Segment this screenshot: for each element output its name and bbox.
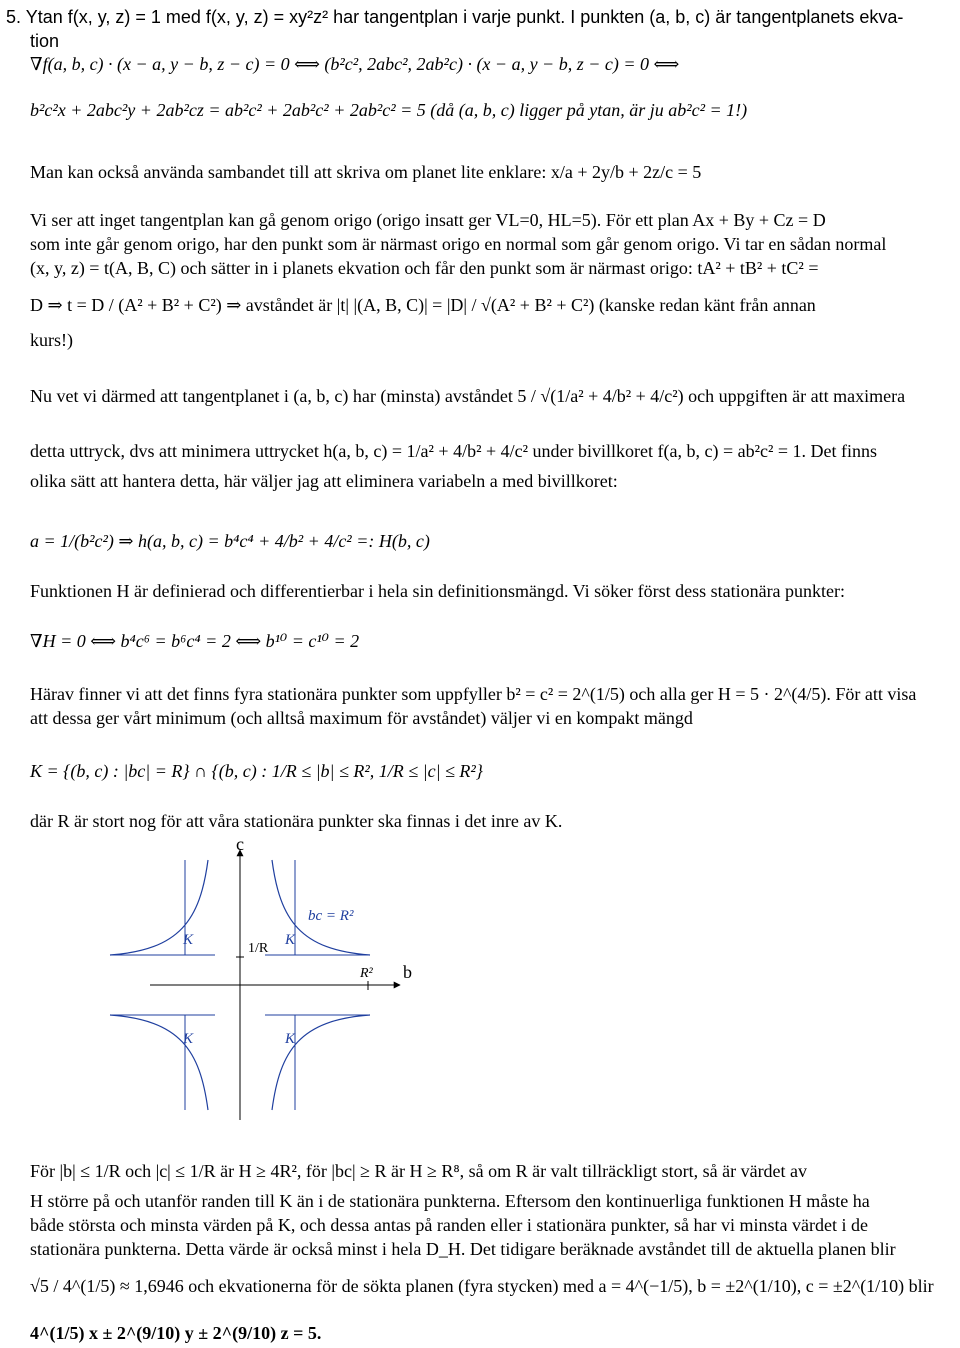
tick-label-R2: R² [360,966,373,981]
equation-plane: b²c²x + 2abc²y + 2ab²cz = ab²c² + 2ab²c² + 2ab²c² = 5 (då (a, b, c) ligger på ytan, är ju ab²c² = 1!) [30,100,748,120]
region-label-K: K [285,932,296,948]
text-line: kurs!) [30,330,73,350]
axis-label-b: b [403,962,412,982]
text-line: För |b| ≤ 1/R och |c| ≤ 1/R är H ≥ 4R², för |bc| ≥ R är H ≥ R⁸, så om R är valt tillräckligt stort, så är värdet av [30,1161,808,1181]
equation-compact-set: K = {(b, c) : |bc| = R} ∩ {(b, c) : 1/R ≤ |b| ≤ R², 1/R ≤ |c| ≤ R²} [30,761,483,781]
text-line: tion [30,31,60,51]
region-label-K: K [183,1031,194,1047]
equation-gradient: ∇f(a, b, c) · (x − a, y − b, z − c) = 0 ⟺ (b²c², 2abc², 2ab²c) · (x − a, y − b, z − c) = 0 ⟺ [30,54,680,74]
equation-simplified: Man kan också använda sambandet till att skriva om planet lite enklare: x/a + 2y/b + 2z/c = 5 [30,162,702,182]
equation-substitution: a = 1/(b²c²) ⇒ h(a, b, c) = b⁴c⁴ + 4/b² + 4/c² =: H(b, c) [30,531,430,551]
text-line: olika sätt att hantera detta, här väljer jag att eliminera variabeln a med bivillkoret: [30,471,618,491]
text-line: både största och minsta värden på K, och dessa antas på randen eller i stationära punkter, så har vi minsta värdet i de [30,1215,868,1235]
region-label-K: K [183,932,194,948]
equation-stationary: ∇H = 0 ⟺ b⁴c⁶ = b⁶c⁴ = 2 ⟺ b¹⁰ = c¹⁰ = 2 [30,631,360,651]
region-label-K: K [285,1031,296,1047]
curve-label: bc = R² [308,908,354,924]
text-line: detta uttryck, dvs att minimera uttrycket h(a, b, c) = 1/a² + 4/b² + 4/c² under bivillkoret f(a, b, c) = ab²c² = 1. Det finns [30,441,878,461]
text-line: Vi ser att inget tangentplan kan gå genom origo (origo insatt ger VL=0, HL=5). För ett plan Ax + By + Cz = D [30,210,826,230]
text-line: Nu vet vi därmed att tangentplanet i (a, b, c) har (minsta) avståndet 5 / √(1/a² + 4/b² + 4/c²) och uppgiften är att maximera [30,386,906,406]
axis-label-c: c [236,834,244,854]
text-line: H större på och utanför randen till K än i de stationära punkterna. Eftersom den kontinuerliga funktionen H måste ha [30,1191,870,1211]
equation-final-planes: 4^(1/5) x ± 2^(9/10) y ± 2^(9/10) z = 5. [30,1323,322,1343]
equation-distance: D ⇒ t = D / (A² + B² + C²) ⇒ avståndet är |t| |(A, B, C)| = |D| / √(A² + B² + C²) (kanske redan känt från annan [30,295,816,315]
tick-label-1-over-R: 1/R [248,941,269,956]
text-line: stationära punkterna. Detta värde är också minst i hela D_H. Det tidigare beräknade avståndet till de aktuella planen blir [30,1239,896,1259]
equation-final-distance: √5 / 4^(1/5) ≈ 1,6946 och ekvationerna för de sökta planen (fyra stycken) med a = 4^(−1/5), b = ±2^(1/10), c = ±2^(1/10) blir [30,1276,934,1296]
text-line: Funktionen H är definierad och differentierbar i hela sin definitionsmängd. Vi söker först dess stationära punkter: [30,581,846,601]
text-line: där R är stort nog för att våra stationära punkter ska finnas i det inre av K. [30,811,563,831]
text-line: som inte går genom origo, har den punkt som är närmast origo en normal som går genom origo. Vi tar en sådan normal [30,234,887,254]
text-line: Härav finner vi att det finns fyra stationära punkter som uppfyller b² = c² = 2^(1/5) och alla ger H = 5 · 2^(4/5). För att visa [30,684,917,704]
problem-intro: 5. Ytan f(x, y, z) = 1 med f(x, y, z) = xy²z² har tangentplan i varje punkt. I punkten (a, b, c) är tangentplanets ekva- [6,7,904,27]
text-line: (x, y, z) = t(A, B, C) och sätter in i planets ekvation och får den punkt som är närmast origo: tA² + tB² + tC² = [30,258,819,278]
text-line: att dessa ger vårt minimum (och alltså maximum för avståndet) väljer vi en kompakt mängd [30,708,693,728]
